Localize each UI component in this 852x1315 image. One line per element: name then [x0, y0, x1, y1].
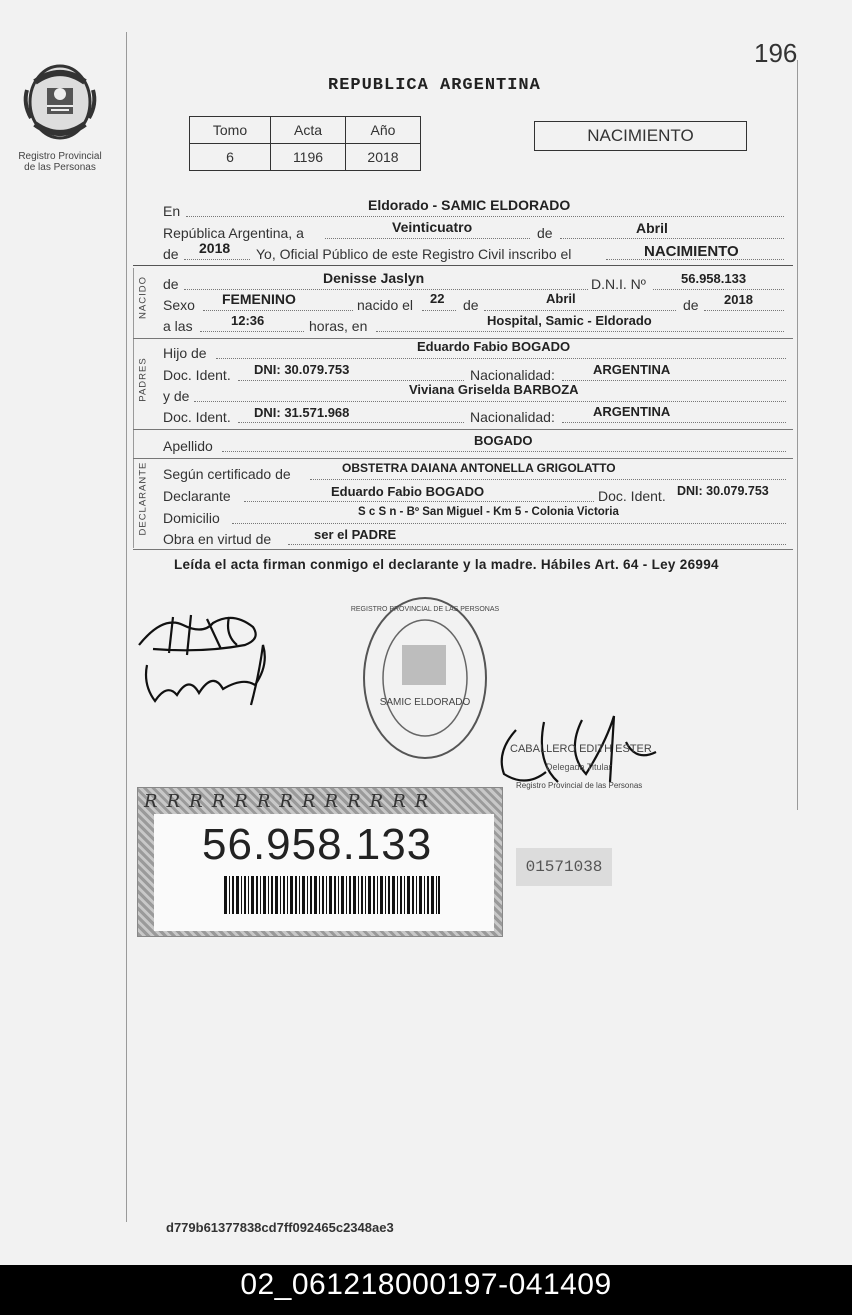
nombre-value: Denisse Jaslyn — [323, 270, 425, 286]
oficial-text: Yo, Oficial Público de este Registro Civil inscribo el — [256, 246, 572, 262]
nacionalidad-label: Nacionalidad: — [470, 367, 555, 383]
padre-nac-value: ARGENTINA — [593, 362, 671, 377]
nacionalidad-label: Nacionalidad: — [470, 409, 555, 425]
madre-value: Viviana Griselda BARBOZA — [409, 382, 579, 397]
official-seal — [350, 593, 500, 763]
dni-value: 56.958.133 — [681, 271, 747, 286]
dotted-line — [203, 310, 353, 311]
dotted-line — [244, 501, 594, 502]
sexo-label: Sexo — [163, 297, 195, 313]
dotted-line — [310, 479, 786, 480]
dotted-line — [325, 238, 530, 239]
apellido-value: BOGADO — [474, 433, 533, 448]
declarante-value: Eduardo Fabio BOGADO — [331, 484, 485, 499]
declarante-signature — [133, 605, 283, 715]
inscripcion-value: NACIMIENTO — [644, 243, 739, 260]
acta-value: 1196 — [271, 144, 346, 171]
de-label: de — [463, 297, 479, 313]
dotted-line — [194, 401, 786, 402]
section-divider — [133, 265, 793, 266]
y-de-label: y de — [163, 388, 190, 404]
lugar-value: Eldorado - SAMIC ELDORADO — [368, 197, 571, 213]
mes-value: Abril — [636, 220, 668, 236]
barcode-panel — [154, 814, 494, 931]
doc-ident-label: Doc. Ident. — [163, 367, 231, 383]
en-label: En — [163, 203, 181, 219]
a-las-label: a las — [163, 318, 193, 334]
dotted-line — [238, 380, 464, 381]
de-label: de — [683, 297, 699, 313]
side-label-line — [133, 268, 134, 548]
madre-nac-value: ARGENTINA — [593, 404, 671, 419]
nacido-side-label: NACIDO — [137, 276, 149, 319]
hijo-label: Hijo de — [163, 345, 207, 361]
dotted-line — [704, 310, 784, 311]
tomo-header: Tomo — [190, 117, 271, 144]
svg-text:SAMIC ELDORADO: SAMIC ELDORADO — [379, 697, 471, 708]
domicilio-label: Domicilio — [163, 510, 220, 526]
dia-value: Veinticuatro — [392, 219, 473, 235]
apellido-label: Apellido — [163, 438, 213, 454]
declarante-doc-label: Doc. Ident. — [598, 488, 666, 504]
obra-value: ser el PADRE — [314, 527, 397, 542]
control-number: 01571038 — [516, 848, 612, 886]
anio-value: 2018 — [199, 240, 231, 256]
dotted-line — [288, 544, 786, 545]
nacido-label: nacido el — [357, 297, 414, 313]
dotted-line — [200, 331, 304, 332]
hora-value: 12:36 — [231, 313, 265, 328]
lugar-nac-value: Hospital, Samic - Eldorado — [487, 313, 652, 328]
svg-text:Registro Provincial de las Per: Registro Provincial de las Personas — [516, 781, 643, 790]
de-label: de — [537, 225, 553, 241]
de-label: de — [163, 276, 179, 292]
declarante-label: Declarante — [163, 488, 231, 504]
tomo-value: 6 — [190, 144, 271, 171]
document-hash: d779b61377838cd7ff092465c2348ae3 — [166, 1220, 394, 1235]
svg-text:REGISTRO PROVINCIAL DE LAS PER: REGISTRO PROVINCIAL DE LAS PERSONAS — [350, 606, 500, 613]
declarante-dni-value: DNI: 30.079.753 — [677, 484, 769, 498]
madre-dni-value: DNI: 31.571.968 — [254, 405, 350, 420]
obra-label: Obra en virtud de — [163, 531, 272, 547]
dotted-line — [422, 310, 456, 311]
sexo-value: FEMENINO — [222, 291, 296, 307]
dotted-line — [562, 380, 786, 381]
dotted-line — [216, 358, 786, 359]
acta-header: Acta — [271, 117, 346, 144]
republica-label: República Argentina, a — [163, 225, 304, 241]
dotted-line — [376, 331, 784, 332]
de-label: de — [163, 246, 179, 262]
certificado-label: Según certificado de — [163, 466, 291, 482]
left-margin-line — [126, 32, 127, 1222]
domicilio-value: S c S n - Bº San Miguel - Km 5 - Colonia Victoria — [358, 506, 619, 518]
dotted-line — [484, 310, 676, 311]
dotted-line — [560, 238, 784, 239]
padre-dni-value: DNI: 30.079.753 — [254, 362, 350, 377]
dotted-line — [186, 216, 784, 217]
section-divider — [133, 458, 793, 459]
officer-signature — [486, 712, 696, 800]
dotted-line — [184, 259, 250, 260]
dni-label: D.N.I. Nº — [591, 276, 646, 292]
id-barcode-label — [137, 787, 503, 937]
dotted-line — [238, 422, 464, 423]
svg-text:CABALLERO EDITH ESTER: CABALLERO EDITH ESTER — [510, 743, 652, 755]
barcode-icon — [224, 876, 440, 914]
declarante-side-label: DECLARANTE — [137, 461, 149, 536]
certificado-value: OBSTETRA DAIANA ANTONELLA GRIGOLATTO — [342, 461, 616, 475]
doc-ident-label: Doc. Ident. — [163, 409, 231, 425]
acta-table — [189, 116, 421, 171]
horas-en-label: horas, en — [309, 318, 368, 334]
right-margin-line — [797, 60, 798, 810]
section-divider — [133, 549, 793, 550]
svg-text:Delegada Titular: Delegada Titular — [546, 762, 612, 772]
nac-mes-value: Abril — [546, 291, 576, 306]
document-type-box: NACIMIENTO — [534, 121, 747, 151]
section-divider — [133, 429, 793, 430]
nac-dia-value: 22 — [430, 291, 445, 306]
anio-header: Año — [346, 117, 421, 144]
dotted-line — [232, 523, 786, 524]
scan-footer-id: 02_061218000197-041409 — [0, 1265, 852, 1315]
padre-value: Eduardo Fabio BOGADO — [417, 339, 571, 354]
closing-text: Leída el acta firman conmigo el declarante y la madre. Hábiles Art. 64 - Ley 26994 — [174, 557, 719, 572]
province-emblem-icon — [21, 60, 99, 144]
padres-side-label: PADRES — [137, 357, 149, 402]
pattern-row: RRRRRRRRRRRRR — [144, 791, 438, 812]
logo-caption: Registro Provincial de las Personas — [18, 151, 102, 173]
document-title: REPUBLICA ARGENTINA — [328, 76, 541, 95]
page-number: 196 — [754, 38, 798, 68]
dotted-line — [222, 451, 786, 452]
dotted-line — [653, 289, 784, 290]
nac-anio-value: 2018 — [724, 292, 753, 307]
dotted-line — [184, 289, 588, 290]
dotted-line — [562, 422, 786, 423]
barcode-number: 56.958.133 — [202, 820, 433, 869]
registry-logo — [14, 60, 106, 173]
anio-value: 2018 — [346, 144, 421, 171]
